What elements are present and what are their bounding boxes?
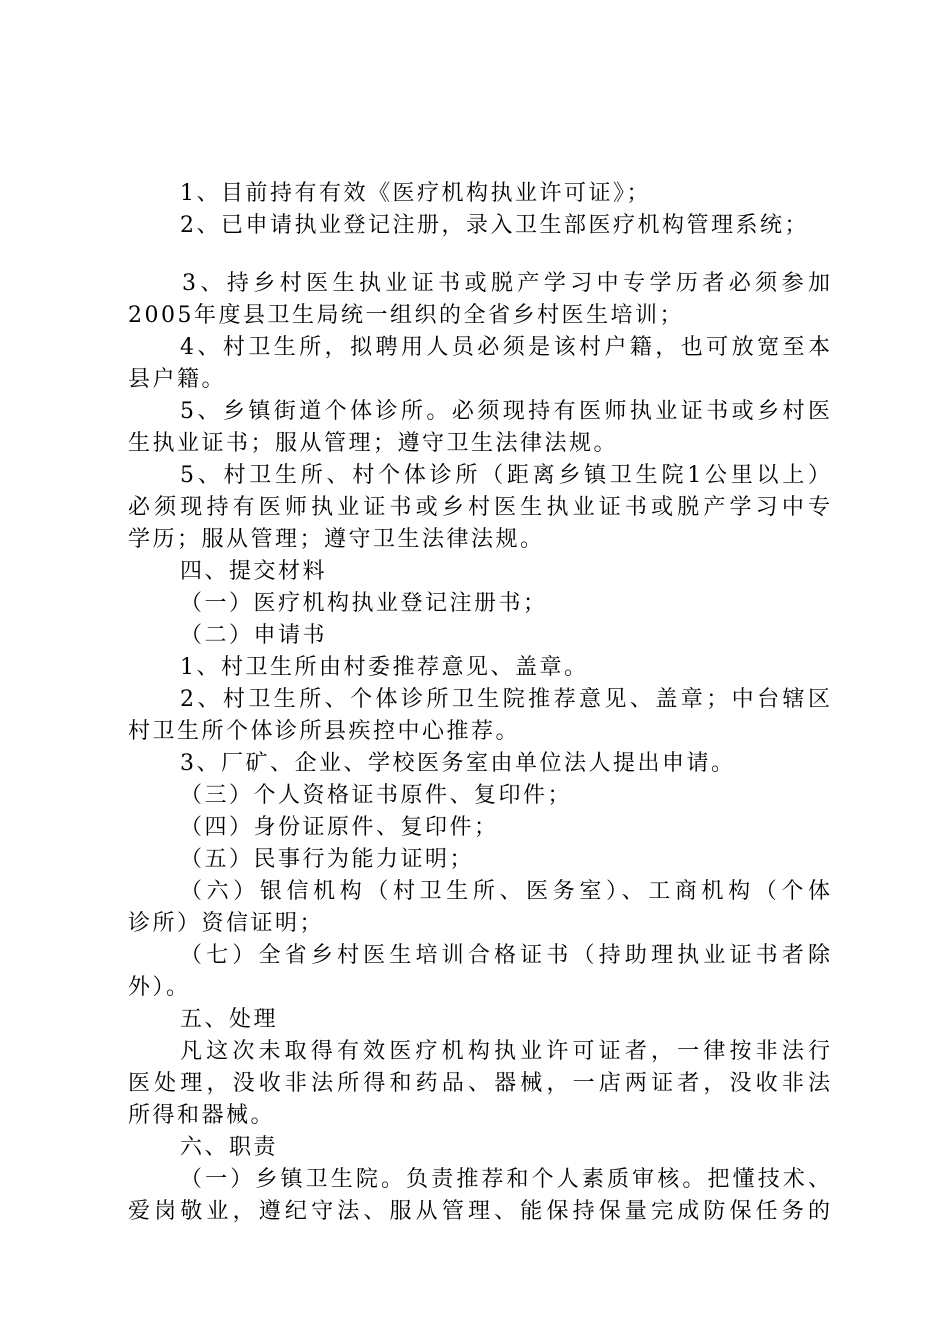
line-10: 必须现持有医师执业证书或乡村医生执业证书或脱产学习中专 <box>128 495 830 520</box>
line-7: 5、乡镇街道个体诊所。必须现持有医师执业证书或乡村医 <box>180 399 830 424</box>
section-heading-5: 五、处理 <box>180 1007 279 1032</box>
line-1: 1、目前持有有效《医疗机构执业许可证》； <box>180 181 651 206</box>
line-14: （二）申请书 <box>180 623 328 648</box>
line-8: 生执业证书；服从管理；遵守卫生法律法规。 <box>128 431 619 456</box>
line-6: 县户籍。 <box>128 367 227 392</box>
line-28: 医处理，没收非法所得和药品、器械，一店两证者，没收非法 <box>128 1071 830 1096</box>
section-heading-4: 四、提交材料 <box>180 559 328 584</box>
line-20: （四）身份证原件、复印件； <box>180 815 499 840</box>
line-19: （三）个人资格证书原件、复印件； <box>180 783 573 808</box>
line-2: 2、已申请执业登记注册，录入卫生部医疗机构管理系统； <box>180 213 809 238</box>
line-5: 4、村卫生所，拟聘用人员必须是该村户籍，也可放宽至本 <box>180 335 830 360</box>
line-11: 学历；服从管理；遵守卫生法律法规。 <box>128 527 545 552</box>
section-heading-6: 六、职责 <box>180 1135 279 1160</box>
line-16: 2、村卫生所、个体诊所卫生院推荐意见、盖章；中台辖区 <box>180 687 830 712</box>
line-32: 爱岗敬业，遵纪守法、服从管理、能保持保量完成防保任务的 <box>128 1199 830 1224</box>
line-3: 3、持乡村医生执业证书或脱产学习中专学历者必须参加 <box>182 271 830 296</box>
line-18: 3、厂矿、企业、学校医务室由单位法人提出申请。 <box>180 751 736 776</box>
line-15: 1、村卫生所由村委推荐意见、盖章。 <box>180 655 589 680</box>
line-4: 2005年度县卫生局统一组织的全省乡村医生培训； <box>128 303 684 328</box>
line-23: 诊所）资信证明； <box>128 911 325 936</box>
line-24: （七）全省乡村医生培训合格证书（持助理执业证书者除 <box>180 943 830 968</box>
line-17: 村卫生所个体诊所县疾控中心推荐。 <box>128 719 521 744</box>
line-22: （六）银信机构（村卫生所、医务室）、工商机构（个体 <box>180 879 830 904</box>
line-27: 凡这次未取得有效医疗机构执业许可证者，一律按非法行 <box>180 1039 830 1064</box>
line-25: 外）。 <box>128 975 191 1000</box>
line-31: （一）乡镇卫生院。负责推荐和个人素质审核。把懂技术、 <box>180 1167 830 1192</box>
line-21: （五）民事行为能力证明； <box>180 847 475 872</box>
line-13: （一）医疗机构执业登记注册书； <box>180 591 548 616</box>
line-29: 所得和器械。 <box>128 1103 276 1128</box>
line-9: 5、村卫生所、村个体诊所（距离乡镇卫生院1公里以上） <box>180 463 830 488</box>
